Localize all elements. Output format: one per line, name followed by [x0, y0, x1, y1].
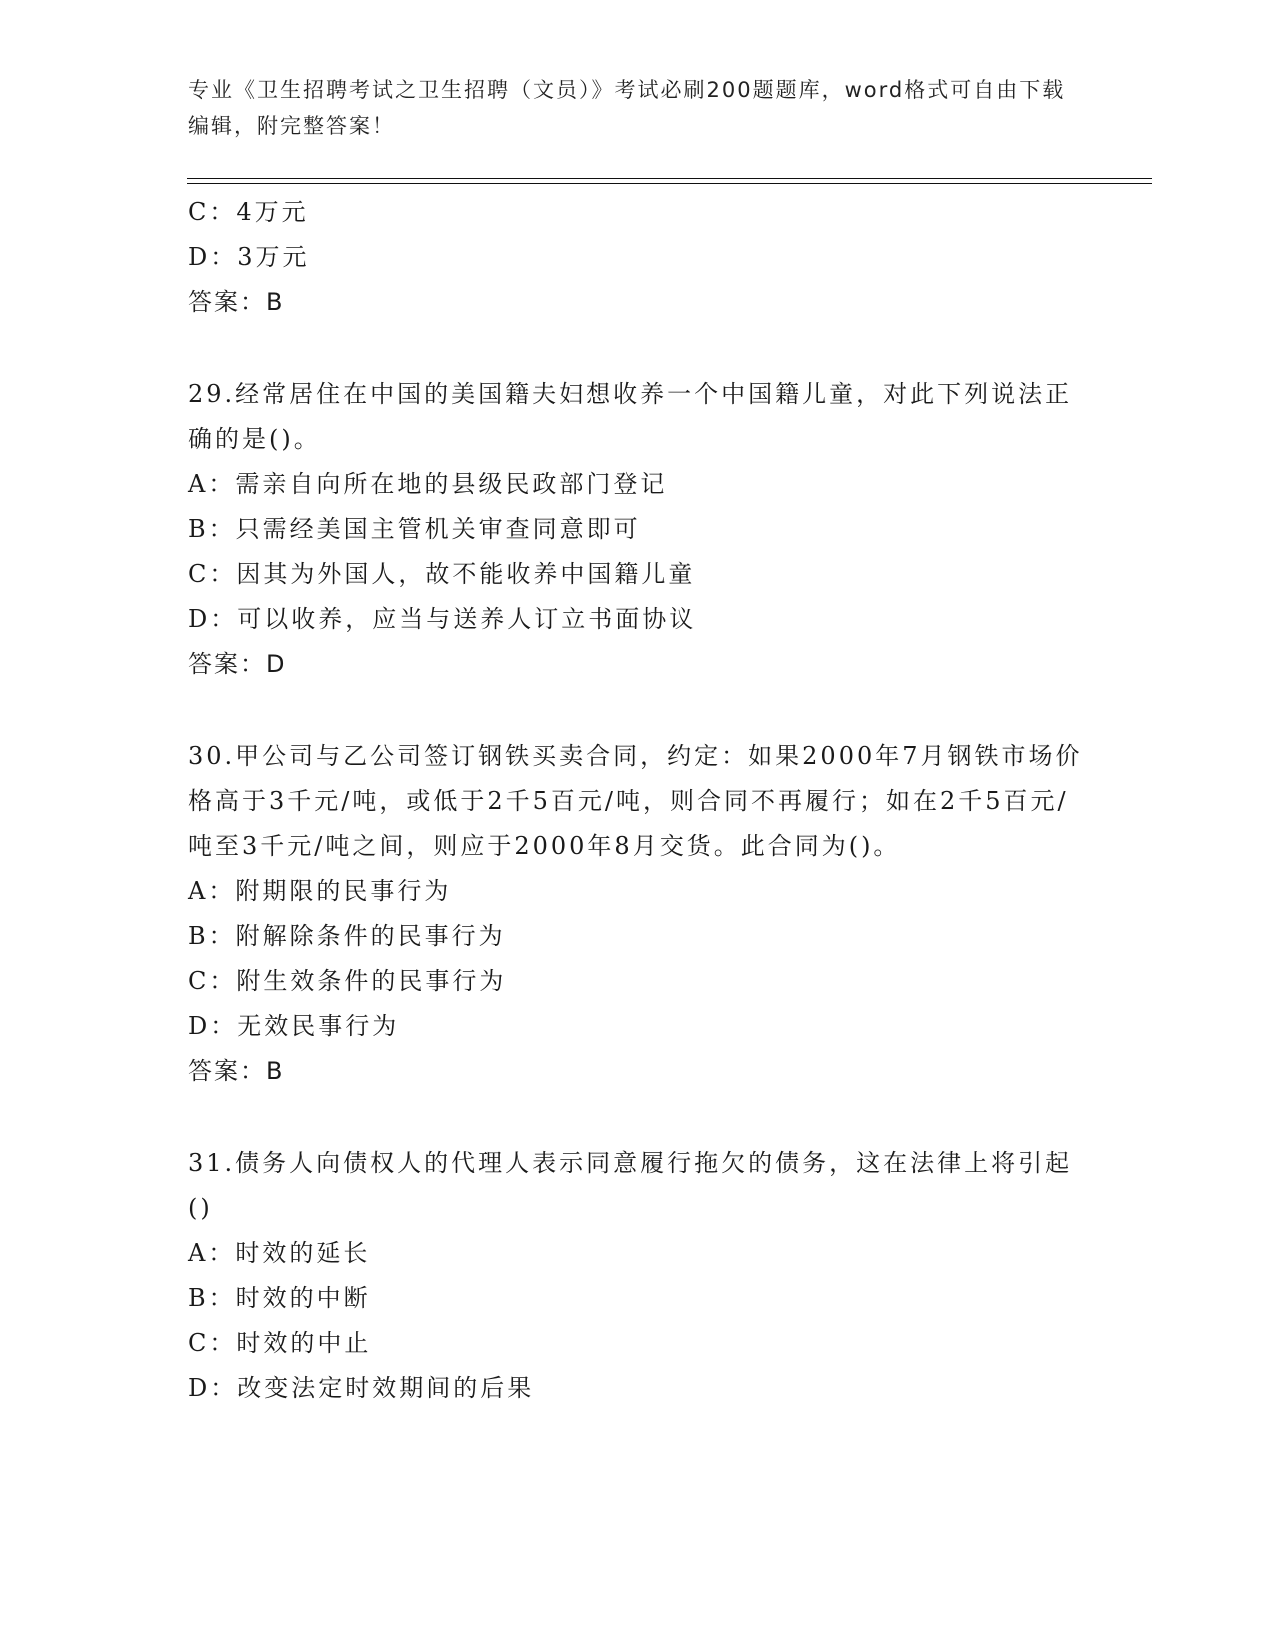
- header-divider-bottom: [187, 183, 1152, 184]
- question-text: 31.债务人向债权人的代理人表示同意履行拖欠的债务，这在法律上将引起(): [188, 1149, 1073, 1222]
- question-block: [188, 734, 1088, 1094]
- option-c: C：附生效条件的民事行为: [188, 967, 507, 995]
- option-c: C：因其为外国人，故不能收养中国籍儿童: [188, 560, 696, 588]
- question-block: [188, 190, 1088, 325]
- option-c: C：时效的中止: [188, 1329, 372, 1357]
- question-text: 29.经常居住在中国的美国籍夫妇想收养一个中国籍儿童，对此下列说法正确的是()。: [188, 380, 1073, 453]
- question-block: [188, 1141, 1088, 1411]
- answer: 答案：B: [188, 288, 285, 316]
- answer: 答案：B: [188, 1057, 285, 1085]
- option-d: D：3万元: [188, 243, 310, 271]
- header-divider-top: [187, 178, 1152, 179]
- answer: 答案：D: [188, 650, 287, 678]
- option-d: D：改变法定时效期间的后果: [188, 1374, 535, 1402]
- question-list: [188, 190, 1088, 1411]
- option-d: D：可以收养，应当与送养人订立书面协议: [188, 605, 697, 633]
- option-b: B：时效的中断: [188, 1284, 371, 1312]
- option-a: A：时效的延长: [188, 1239, 371, 1267]
- option-d: D：无效民事行为: [188, 1012, 400, 1040]
- option-b: B：只需经美国主管机关审查同意即可: [188, 515, 641, 543]
- option-a: A：需亲自向所在地的县级民政部门登记: [188, 470, 668, 498]
- option-a: A：附期限的民事行为: [188, 877, 452, 905]
- option-c: C：4万元: [188, 198, 309, 226]
- document-header: 专业《卫生招聘考试之卫生招聘（文员）》考试必刷200题题库，word格式可自由下载编辑，附完整答案！: [188, 78, 1066, 138]
- option-b: B：附解除条件的民事行为: [188, 922, 506, 950]
- question-text: 30.甲公司与乙公司签订钢铁买卖合同，约定：如果2000年7月钢铁市场价格高于3千元/吨，或低于2千5百元/吨，则合同不再履行；如在2千5百元/吨至3千元/吨之间，则应于2000年8月交货。此合同为()。: [188, 742, 1083, 860]
- question-block: [188, 372, 1088, 687]
